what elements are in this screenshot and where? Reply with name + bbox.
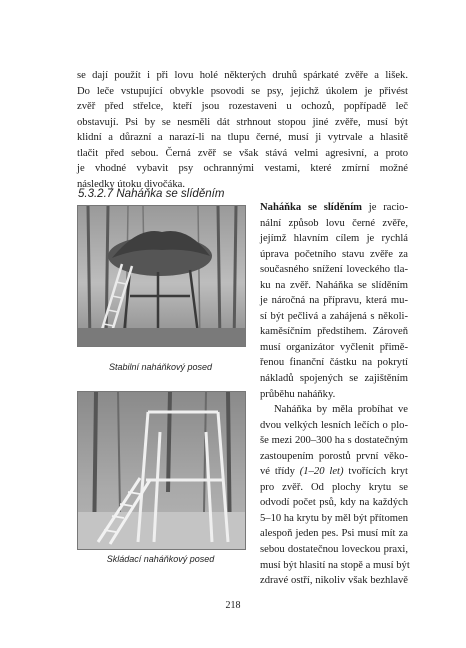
text-line: je náročná na přípravu, která mu- (260, 295, 408, 307)
section-heading: 5.3.2.7 Naháňka se slíděním (78, 188, 225, 200)
photo-caption-stable: Stabilní naháňkový posed (108, 362, 213, 372)
text-line: jejímž hlavním cílem je rychlá (260, 233, 408, 245)
text-line: současného snížení loveckého tla- (260, 264, 408, 276)
text-line: sebou dostatečnou loveckou praxi, (260, 544, 408, 556)
text-line: musí organizátor vyčlenit přimě- (260, 341, 408, 353)
text-line: odvodí počet psů, kdy na každých (260, 497, 408, 509)
text-line: dvou velkých lesních lečích o plo- (260, 419, 408, 431)
text-line (260, 464, 408, 480)
folding-stand-photo (77, 391, 246, 550)
text-line: še mezi 200–300 ha s dostatečným (260, 435, 408, 447)
text-line: 5–10 ha krytu by měl být přítomen (260, 512, 408, 524)
folding-stand-illustration (78, 392, 245, 549)
text-line: pro zvěř. Od plochy krytu se (260, 481, 408, 493)
italic-term: (1–20 let) (299, 466, 344, 478)
text-line: alespoň jeden pes. Psi musí mít za (260, 528, 408, 540)
text-line: průběhu naháňky. (260, 388, 336, 400)
text-line: tlačit před sebou. Černá zvěř se však stává velmi agresivní, a proto (77, 147, 408, 159)
text-line: kaměsíčním předstihem. Zároveň (260, 326, 408, 338)
text-line: Naháňka by měla probíhat ve (274, 404, 408, 416)
text-line: se dají použít i při lovu holé některých druhů spárkaté zvěře a lišek. (77, 70, 408, 81)
text-line: zdravé ostří, nikoliv však bezhlavě (260, 575, 408, 587)
text-line: ku na zvěř. Naháňka se slíděním (260, 279, 408, 291)
text-line: klidní a důrazní a narazí-li na tlupu černé, musí ji vytrvale a hlasitě (77, 132, 408, 144)
stable-stand-illustration (78, 206, 245, 346)
text-line: je vhodné vybavit psy ochrannými vestami, které zmírní možné (77, 163, 408, 175)
text-fragment: vé třídy (260, 466, 295, 478)
text-line: Do leče vstupující obvykle psovodi se psy, jejichž úkolem je přivést (77, 85, 408, 97)
text-line: zastoupením porostů první věko- (260, 450, 408, 462)
photo-caption-folding: Skládací naháňkový posed (106, 554, 215, 564)
text-line: zvěř před střelce, kteří jsou rozestaveni u ochozů, popřípadě leč (77, 101, 408, 113)
bold-term: Naháňka se slíděním (260, 202, 362, 213)
text-line: sí být pečlivá a zahájená s několi- (260, 310, 408, 322)
intro-paragraph (77, 68, 408, 192)
text-line: obstavují. Psi by se nesměli dát strhnout stopou jiné zvěře, musí být (77, 116, 408, 128)
text-fragment: je racio- (361, 202, 408, 213)
text-line: nákladů spojených se zajištěním (260, 373, 408, 385)
text-line: řenou finanční částku na pokrytí (260, 357, 408, 369)
text-fragment: tvořících kryt (348, 466, 408, 478)
text-line (260, 200, 408, 216)
stable-stand-photo (77, 205, 246, 347)
page-number: 218 (225, 600, 241, 611)
text-line: nální způsob lovu černé zvěře, (260, 217, 408, 229)
right-column-text (260, 200, 408, 589)
text-line: úprava početního stavu zvěře za (260, 248, 408, 260)
text-line: následky útoku divočáka. (77, 178, 185, 190)
text-line: musí být hlasití na stopě a musí být (260, 559, 410, 571)
